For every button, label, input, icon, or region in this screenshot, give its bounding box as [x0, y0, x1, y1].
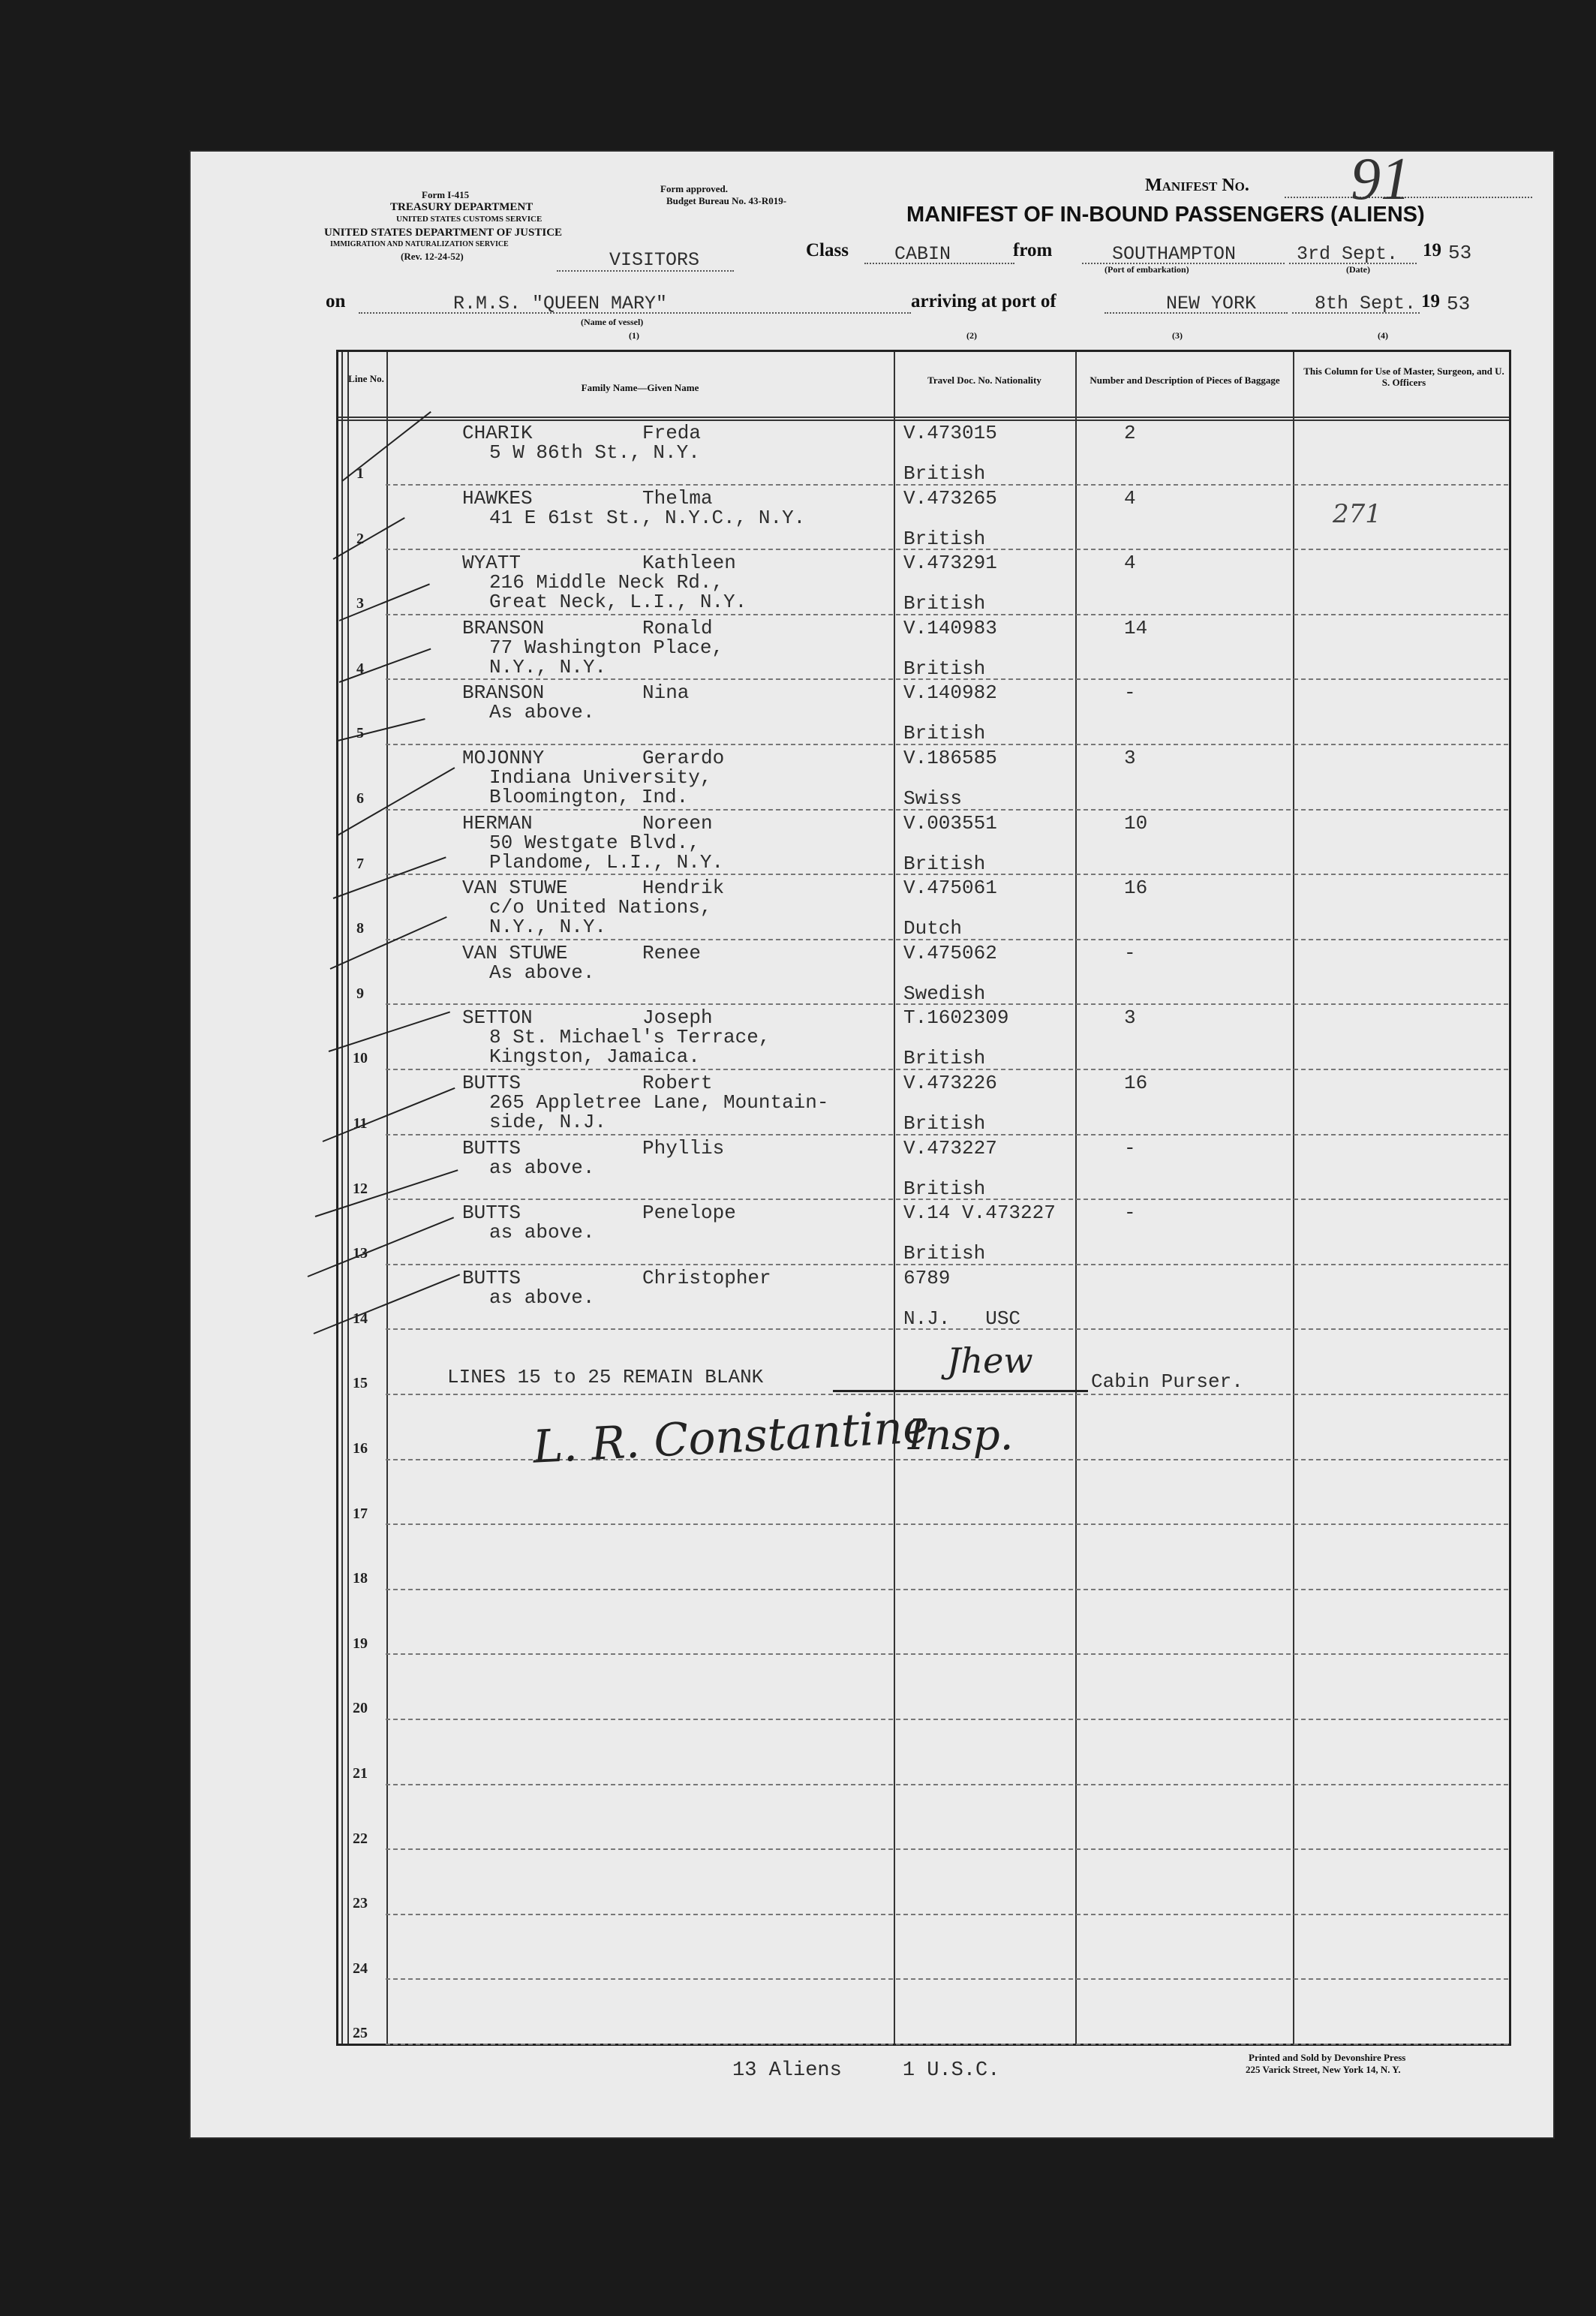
column-1-caption: (1) — [629, 330, 639, 341]
inspector-title: Insp. — [908, 1411, 1014, 1460]
family-name: BUTTS — [462, 1136, 521, 1160]
category-value: VISITORS — [609, 249, 700, 271]
line-number: 5 — [356, 725, 364, 742]
line-number: 2 — [356, 530, 364, 547]
baggage-count: - — [1124, 1136, 1136, 1160]
purser-initials: Jhew — [947, 1340, 1033, 1381]
given-name: Kathleen — [642, 552, 736, 575]
line-number: 11 — [353, 1115, 368, 1132]
nationality: British — [903, 1177, 986, 1200]
row-separator — [386, 1589, 1508, 1590]
baggage-count: 4 — [1124, 552, 1136, 575]
row-separator — [386, 2044, 1508, 2045]
departure-date: 3rd Sept. — [1297, 243, 1399, 265]
baggage-count: - — [1124, 1202, 1136, 1225]
baggage-count: 14 — [1124, 616, 1148, 639]
family-name: VAN STUWE — [462, 941, 568, 964]
header-line-no: Line No. — [348, 373, 384, 384]
family-name: CHARIK — [462, 422, 533, 444]
travel-doc-number: T.1602309 — [903, 1006, 1009, 1030]
line-number: 17 — [353, 1505, 368, 1522]
baggage-count: 2 — [1124, 422, 1136, 444]
nationality: British — [903, 1047, 986, 1070]
printer-line-2: 225 Varick Street, New York 14, N. Y. — [1246, 2064, 1401, 2075]
line-number: 22 — [353, 1830, 368, 1847]
row-separator — [386, 1719, 1508, 1720]
address-line-2: Kingston, Jamaica. — [489, 1045, 700, 1069]
departure-year: 53 — [1448, 242, 1472, 264]
travel-doc-number: V.473015 — [903, 422, 997, 444]
header-baggage: Number and Description of Pieces of Baggage — [1090, 374, 1280, 386]
given-name: Phyllis — [642, 1136, 725, 1160]
form-number: Form I-415 — [422, 189, 470, 200]
budget-bureau: Budget Bureau No. 43-R019- — [666, 195, 787, 206]
address-line-2: N.Y., N.Y. — [489, 655, 607, 678]
travel-doc-number: V.14 V.473227 — [903, 1202, 1056, 1225]
vessel-name: R.M.S. "QUEEN MARY" — [453, 293, 668, 314]
arrival-port: NEW YORK — [1166, 293, 1257, 314]
nationality: Swedish — [903, 982, 986, 1005]
nationality: British — [903, 657, 986, 680]
line-number: 15 — [353, 1375, 368, 1392]
line-number: 4 — [356, 660, 364, 677]
row-separator — [386, 1978, 1508, 1980]
class-value: CABIN — [894, 243, 951, 265]
line-number: 16 — [353, 1440, 368, 1457]
baggage-count: 10 — [1124, 811, 1148, 835]
address-line-1: as above. — [489, 1156, 595, 1179]
address-line-1: as above. — [489, 1221, 595, 1244]
row-separator — [386, 1523, 1508, 1525]
signature-line — [833, 1390, 1088, 1392]
travel-doc-number: V.473226 — [903, 1072, 997, 1094]
arrival-year-prefix: 19 — [1421, 291, 1440, 311]
given-name: Thelma — [642, 486, 713, 510]
manifest-number: 91 — [1351, 146, 1411, 212]
family-name: HERMAN — [462, 811, 533, 835]
line-number: 21 — [353, 1765, 368, 1782]
given-name: Hendrik — [642, 877, 725, 900]
given-name: Renee — [642, 941, 702, 964]
line-number: 18 — [353, 1570, 368, 1587]
nationality: N.J. USC — [903, 1307, 1021, 1330]
travel-doc-number: V.003551 — [903, 811, 997, 835]
nationality: British — [903, 527, 986, 550]
family-name: BUTTS — [462, 1202, 521, 1225]
nationality: British — [903, 592, 986, 615]
row-separator — [386, 1394, 1508, 1395]
ins-service: IMMIGRATION AND NATURALIZATION SERVICE — [330, 240, 509, 248]
treasury-dept: TREASURY DEPARTMENT — [390, 201, 534, 213]
given-name: Joseph — [642, 1006, 713, 1030]
justice-dept: UNITED STATES DEPARTMENT OF JUSTICE — [324, 227, 563, 239]
arriving-label: arriving at port of — [911, 291, 1056, 311]
family-name: MOJONNY — [462, 747, 545, 769]
family-name: BRANSON — [462, 616, 545, 639]
nationality: Dutch — [903, 917, 963, 940]
baggage-count: 16 — [1124, 1072, 1148, 1094]
line-number: 23 — [353, 1895, 368, 1912]
line-number: 3 — [356, 595, 364, 612]
column-4-caption: (4) — [1378, 330, 1388, 341]
given-name: Penelope — [642, 1202, 736, 1225]
line-number: 8 — [356, 920, 364, 937]
row-separator — [386, 1914, 1508, 1915]
customs-service: UNITED STATES CUSTOMS SERVICE — [396, 215, 543, 224]
vessel-caption: (Name of vessel) — [581, 317, 644, 327]
totals: 13 Aliens 1 U.S.C. — [732, 2059, 1000, 2082]
address-line-1: 50 Westgate Blvd., — [489, 831, 700, 854]
address-line-1: c/o United Nations, — [489, 896, 712, 919]
row-separator — [386, 1848, 1508, 1850]
header-travel-doc: Travel Doc. No. Nationality — [927, 374, 1041, 386]
baggage-count: 3 — [1124, 747, 1136, 769]
given-name: Robert — [642, 1072, 713, 1094]
address-line-1: 5 W 86th St., N.Y. — [489, 441, 700, 464]
baggage-count: - — [1124, 941, 1136, 964]
blank-lines-note: LINES 15 to 25 REMAIN BLANK — [447, 1366, 764, 1388]
arrival-date: 8th Sept. — [1315, 293, 1417, 314]
family-name: HAWKES — [462, 486, 533, 510]
address-line-1: as above. — [489, 1286, 595, 1309]
address-line-1: Indiana University, — [489, 766, 712, 789]
printer-line-1: Printed and Sold by Devonshire Press — [1249, 2052, 1406, 2063]
nationality: British — [903, 852, 986, 875]
from-label: from — [1013, 240, 1053, 260]
date-caption: (Date) — [1346, 264, 1370, 275]
address-line-1: 41 E 61st St., N.Y.C., N.Y. — [489, 506, 806, 529]
address-line-2: side, N.J. — [489, 1111, 607, 1133]
line-number: 1 — [356, 465, 364, 482]
family-name: BUTTS — [462, 1072, 521, 1094]
class-label: Class — [806, 240, 849, 260]
purser-signoff: Cabin Purser. — [1091, 1370, 1243, 1393]
line-number: 7 — [356, 855, 364, 872]
line-number: 20 — [353, 1700, 368, 1717]
officer-note: 271 — [1333, 498, 1381, 529]
arrival-year: 53 — [1447, 293, 1471, 315]
address-line-1: As above. — [489, 961, 595, 984]
given-name: Christopher — [642, 1266, 771, 1289]
travel-doc-number: V.186585 — [903, 747, 997, 769]
embarkation-caption: (Port of embarkation) — [1105, 264, 1189, 275]
travel-doc-number: V.473227 — [903, 1136, 997, 1160]
travel-doc-number: V.475062 — [903, 941, 997, 964]
address-line-1: 8 St. Michael's Terrace, — [489, 1026, 771, 1049]
on-label: on — [326, 291, 346, 311]
travel-doc-number: V.140983 — [903, 616, 997, 639]
family-name: WYATT — [462, 552, 521, 575]
nationality: British — [903, 1112, 986, 1135]
baggage-count: 3 — [1124, 1006, 1136, 1030]
line-number: 13 — [353, 1245, 368, 1262]
address-line-1: 216 Middle Neck Rd., — [489, 571, 724, 594]
row-separator — [386, 1653, 1508, 1655]
given-name: Ronald — [642, 616, 713, 639]
family-name: SETTON — [462, 1006, 533, 1030]
address-line-2: Plandome, L.I., N.Y. — [489, 850, 724, 874]
travel-doc-number: V.140982 — [903, 681, 997, 705]
header-family-name: Family Name—Given Name — [581, 382, 699, 393]
address-line-1: As above. — [489, 701, 595, 724]
given-name: Gerardo — [642, 747, 725, 769]
line-number: 12 — [353, 1180, 368, 1197]
nationality: British — [903, 462, 986, 485]
column-2-caption: (2) — [966, 330, 977, 341]
manifest-no-label: Manifest No. — [1145, 176, 1249, 195]
travel-doc-number: 6789 — [903, 1266, 951, 1289]
given-name: Freda — [642, 422, 702, 444]
line-number: 19 — [353, 1635, 368, 1652]
travel-doc-number: V.473291 — [903, 552, 997, 575]
line-number: 9 — [356, 985, 364, 1002]
nationality: British — [903, 722, 986, 745]
line-number: 24 — [353, 1960, 368, 1977]
header-officers: This Column for Use of Master, Surgeon, and U. S. Officers — [1303, 365, 1504, 388]
address-line-1: 265 Appletree Lane, Mountain- — [489, 1091, 829, 1114]
travel-doc-number: V.473265 — [903, 486, 997, 510]
revision: (Rev. 12-24-52) — [401, 251, 464, 262]
row-separator — [386, 1784, 1508, 1785]
column-3-caption: (3) — [1172, 330, 1183, 341]
nationality: Swiss — [903, 787, 963, 810]
address-line-1: 77 Washington Place, — [489, 636, 724, 659]
departure-year-prefix: 19 — [1423, 240, 1441, 260]
baggage-count: - — [1124, 681, 1136, 705]
family-name: VAN STUWE — [462, 877, 568, 900]
given-name: Nina — [642, 681, 690, 705]
line-number: 10 — [353, 1050, 368, 1067]
nationality: British — [903, 1242, 986, 1265]
baggage-count: 4 — [1124, 486, 1136, 510]
inspector-signature: L. R. Constantine — [531, 1400, 931, 1474]
line-number: 14 — [353, 1310, 368, 1327]
address-line-2: Great Neck, L.I., N.Y. — [489, 591, 747, 614]
given-name: Noreen — [642, 811, 713, 835]
family-name: BUTTS — [462, 1266, 521, 1289]
embarkation-port: SOUTHAMPTON — [1112, 243, 1237, 265]
address-line-2: Bloomington, Ind. — [489, 786, 689, 808]
form-approved: Form approved. — [660, 183, 729, 194]
travel-doc-number: V.475061 — [903, 877, 997, 900]
line-number: 6 — [356, 790, 364, 807]
line-number: 25 — [353, 2025, 368, 2042]
family-name: BRANSON — [462, 681, 545, 705]
page-title: MANIFEST OF IN-BOUND PASSENGERS (ALIENS) — [906, 203, 1425, 227]
baggage-count: 16 — [1124, 877, 1148, 900]
address-line-2: N.Y., N.Y. — [489, 916, 607, 939]
